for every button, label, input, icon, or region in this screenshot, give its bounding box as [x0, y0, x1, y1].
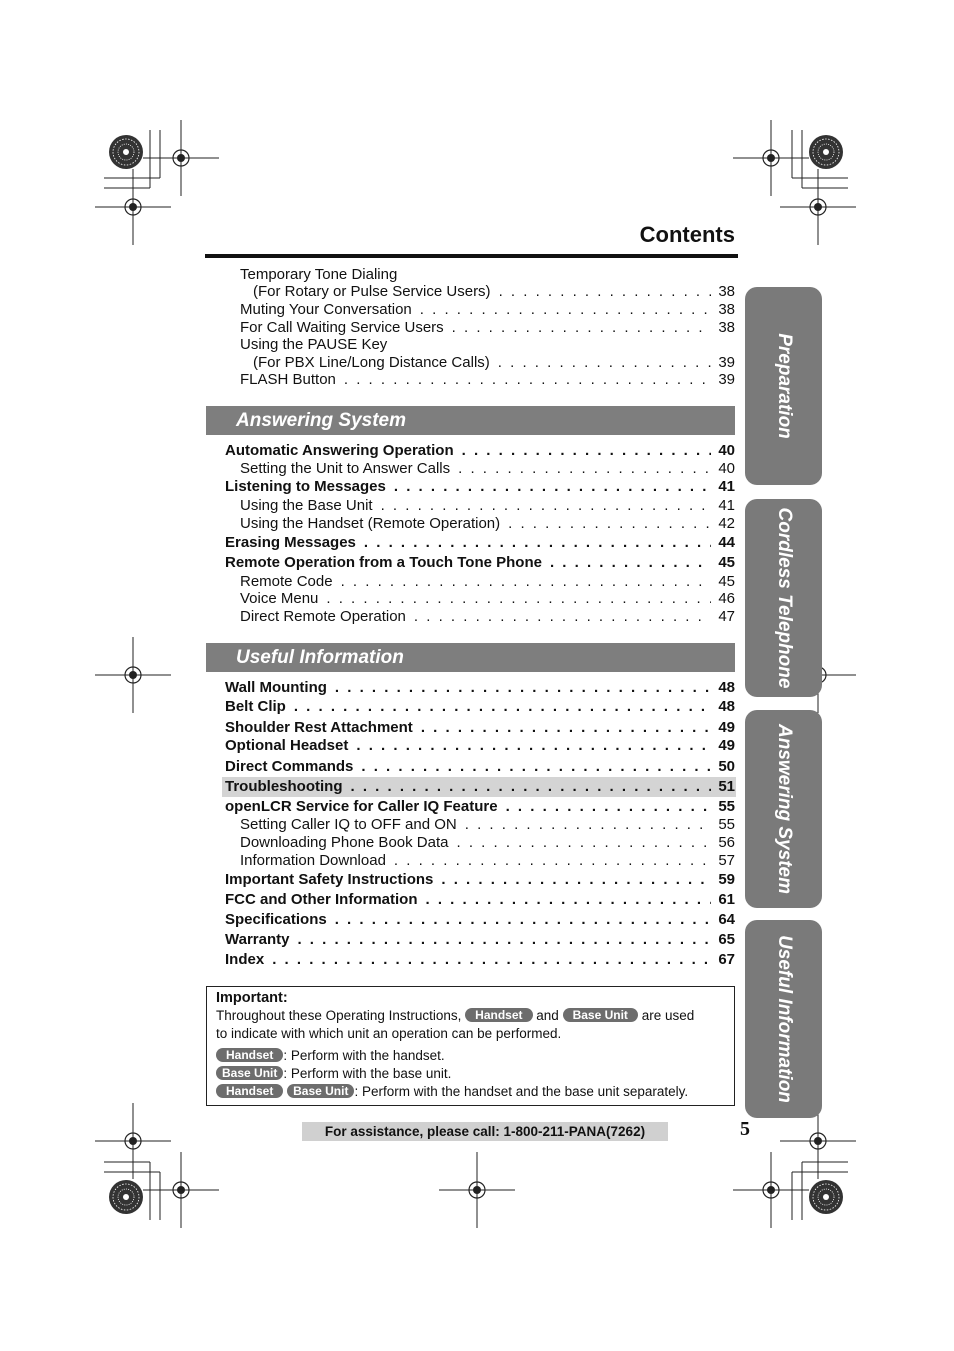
toc-page-number: 59	[718, 871, 735, 888]
toc-entry-label: FCC and Other Information	[225, 891, 418, 908]
dot-leader	[381, 496, 711, 515]
toc-entry[interactable]	[240, 496, 735, 515]
toc-entry[interactable]	[225, 553, 735, 572]
tab-answering-system[interactable]	[745, 710, 822, 908]
dot-leader	[465, 815, 711, 834]
toc-page-number: 61	[718, 891, 735, 908]
toc-entry[interactable]	[240, 607, 735, 626]
dot-leader	[344, 370, 711, 389]
toc-entry-label: Setting the Unit to Answer Calls	[240, 460, 451, 477]
toc-entry[interactable]	[225, 930, 735, 949]
toc-page-number: 49	[718, 719, 735, 736]
dot-leader	[351, 777, 712, 796]
toc-entry-label: For Call Waiting Service Users	[240, 319, 444, 336]
dot-leader	[364, 533, 711, 552]
dot-leader	[506, 797, 711, 816]
toc-page-number: 64	[718, 911, 735, 928]
toc-entry-label: Using the Handset (Remote Operation)	[240, 515, 501, 532]
toc-page-number: 67	[718, 951, 735, 968]
toc-page-number: 45	[718, 554, 735, 571]
dot-leader	[499, 282, 711, 301]
dot-leader	[458, 459, 711, 478]
toc-entry-label: openLCR Service for Caller IQ Feature	[225, 798, 498, 815]
handset-badge: Handset	[216, 1084, 283, 1098]
toc-entry-label: Important Safety Instructions	[225, 871, 434, 888]
tab-label: Cordless Telephone	[773, 507, 795, 689]
base-unit-badge: Base Unit	[287, 1084, 354, 1098]
toc-entry-label: Warranty	[225, 931, 290, 948]
toc-entry[interactable]	[240, 370, 735, 389]
toc-entry-label: Wall Mounting	[225, 679, 327, 696]
dot-leader	[441, 870, 711, 889]
toc-entry[interactable]	[225, 890, 735, 909]
dot-leader	[414, 607, 711, 626]
toc-page-number: 49	[718, 737, 735, 754]
toc-entry[interactable]	[225, 718, 735, 737]
toc-entry[interactable]	[240, 589, 735, 608]
legend-both	[216, 1083, 688, 1101]
important-text: are used	[641, 1008, 695, 1023]
toc-entry[interactable]	[225, 441, 735, 460]
toc-entry-label: Automatic Answering Operation	[225, 442, 454, 459]
dot-leader	[326, 589, 711, 608]
dot-leader	[335, 678, 711, 697]
toc-entry[interactable]	[225, 697, 735, 716]
tab-preparation[interactable]	[745, 287, 822, 485]
toc-page-number: 55	[718, 816, 735, 833]
dot-leader	[462, 441, 711, 460]
toc-page-number: 44	[718, 534, 735, 551]
legend-text: : Perform with the handset.	[283, 1048, 445, 1063]
toc-entry-label: Using the Base Unit	[240, 497, 373, 514]
dot-leader	[550, 553, 711, 572]
toc-entry[interactable]	[240, 459, 735, 478]
toc-entry[interactable]	[240, 833, 735, 852]
toc-entry[interactable]	[225, 678, 735, 697]
toc-entry-label: Remote Code	[240, 573, 333, 590]
base-unit-badge: Base Unit	[216, 1066, 283, 1080]
toc-entry-label: Belt Clip	[225, 698, 286, 715]
legend-base-unit	[216, 1065, 451, 1083]
toc-page-number: 39	[718, 371, 735, 388]
toc-page-number: 47	[718, 608, 735, 625]
toc-page-number: 55	[718, 798, 735, 815]
toc-entry-label: Temporary Tone Dialing	[240, 266, 398, 283]
important-line-2: to indicate with which unit an operation can be performed.	[216, 1026, 562, 1041]
toc-page-number: 41	[718, 478, 735, 495]
toc-entry[interactable]	[225, 950, 735, 969]
toc-page-number: 42	[718, 515, 735, 532]
toc-entry-label: Direct Commands	[225, 758, 354, 775]
toc-page-number: 46	[718, 590, 735, 607]
section-header-answering-system: Answering System	[206, 406, 735, 435]
toc-page-number: 50	[718, 758, 735, 775]
toc-entry[interactable]	[225, 757, 735, 776]
legend-text: : Perform with the base unit.	[283, 1066, 452, 1081]
toc-page-number: 57	[718, 852, 735, 869]
toc-entry-label: Downloading Phone Book Data	[240, 834, 449, 851]
toc-entry[interactable]	[225, 797, 735, 816]
legend-handset	[216, 1047, 445, 1065]
dot-leader	[456, 833, 711, 852]
title-rule	[205, 254, 738, 258]
toc-page-number: 48	[718, 679, 735, 696]
dot-leader	[426, 890, 712, 909]
page-title: Contents	[639, 222, 735, 247]
dot-leader	[508, 514, 711, 533]
toc-entry[interactable]	[225, 533, 735, 552]
important-text: and	[536, 1008, 559, 1023]
toc-entry[interactable]	[225, 910, 735, 929]
handset-badge: Handset	[465, 1008, 532, 1022]
toc-page-number: 38	[718, 283, 735, 300]
base-unit-badge: Base Unit	[563, 1008, 638, 1022]
tab-useful-information[interactable]	[745, 920, 822, 1118]
tab-label: Preparation	[773, 333, 795, 439]
toc-entry-label: Setting Caller IQ to OFF and ON	[240, 816, 457, 833]
toc-entry[interactable]	[240, 851, 735, 870]
toc-entry-label: FLASH Button	[240, 371, 336, 388]
dot-leader	[272, 950, 711, 969]
toc-entry-label: Erasing Messages	[225, 534, 356, 551]
toc-entry[interactable]	[240, 300, 735, 319]
toc-page-number: 65	[718, 931, 735, 948]
toc-entry-label: Direct Remote Operation	[240, 608, 406, 625]
tab-label: Answering System	[773, 724, 795, 894]
toc-page-number: 40	[718, 460, 735, 477]
toc-page-number: 40	[718, 442, 735, 459]
dot-leader	[294, 697, 711, 716]
dot-leader	[335, 910, 711, 929]
toc-entry-label: Remote Operation from a Touch Tone Phone	[225, 554, 542, 571]
important-heading: Important:	[216, 990, 288, 1006]
toc-entry[interactable]	[225, 777, 735, 796]
toc-entry-label: Shoulder Rest Attachment	[225, 719, 413, 736]
toc-page-number: 38	[718, 319, 735, 336]
toc-page-number: 48	[718, 698, 735, 715]
toc-entry[interactable]	[253, 282, 735, 301]
toc-entry-label: Troubleshooting	[225, 778, 343, 795]
tab-label: Useful Information	[773, 935, 795, 1103]
toc-page-number: 38	[718, 301, 735, 318]
toc-page-number: 56	[718, 834, 735, 851]
toc-entry-label: Index	[225, 951, 265, 968]
dot-leader	[394, 851, 711, 870]
toc-entry-label: Using the PAUSE Key	[240, 336, 388, 353]
dot-leader	[420, 300, 711, 319]
section-header-useful-information: Useful Information	[206, 643, 735, 672]
dot-leader	[394, 477, 711, 496]
dot-leader	[356, 736, 711, 755]
handset-badge: Handset	[216, 1048, 283, 1062]
important-line-1	[216, 1007, 694, 1025]
important-notice-box	[206, 986, 735, 1106]
toc-entry[interactable]	[225, 477, 735, 496]
tab-cordless-telephone[interactable]	[745, 499, 822, 697]
dot-leader	[297, 930, 711, 949]
legend-text: : Perform with the handset and the base unit separately.	[354, 1084, 689, 1099]
dot-leader	[361, 757, 711, 776]
toc-entry-label: Listening to Messages	[225, 478, 386, 495]
toc-entry-label: Voice Menu	[240, 590, 319, 607]
toc-entry-label: Information Download	[240, 852, 386, 869]
toc-entry-label: (For PBX Line/Long Distance Calls)	[253, 354, 490, 371]
toc-page-number: 39	[718, 354, 735, 371]
assistance-banner: For assistance, please call: 1-800-211-PANA(7262)	[302, 1122, 668, 1141]
page-number: 5	[740, 1118, 750, 1140]
toc-page-number: 41	[718, 497, 735, 514]
toc-entry[interactable]	[240, 335, 735, 354]
toc-entry-label: Muting Your Conversation	[240, 301, 412, 318]
toc-page-number: 51	[718, 778, 735, 795]
important-text: Throughout these Operating Instructions,	[216, 1008, 462, 1023]
toc-entry-label: (For Rotary or Pulse Service Users)	[253, 283, 491, 300]
toc-entry-label: Specifications	[225, 911, 327, 928]
toc-entry[interactable]	[225, 870, 735, 889]
dot-leader	[421, 718, 711, 737]
toc-entry[interactable]	[240, 514, 735, 533]
toc-page-number: 45	[718, 573, 735, 590]
toc-entry-label: Optional Headset	[225, 737, 349, 754]
toc-entry[interactable]	[240, 815, 735, 834]
toc-entry[interactable]	[225, 736, 735, 755]
